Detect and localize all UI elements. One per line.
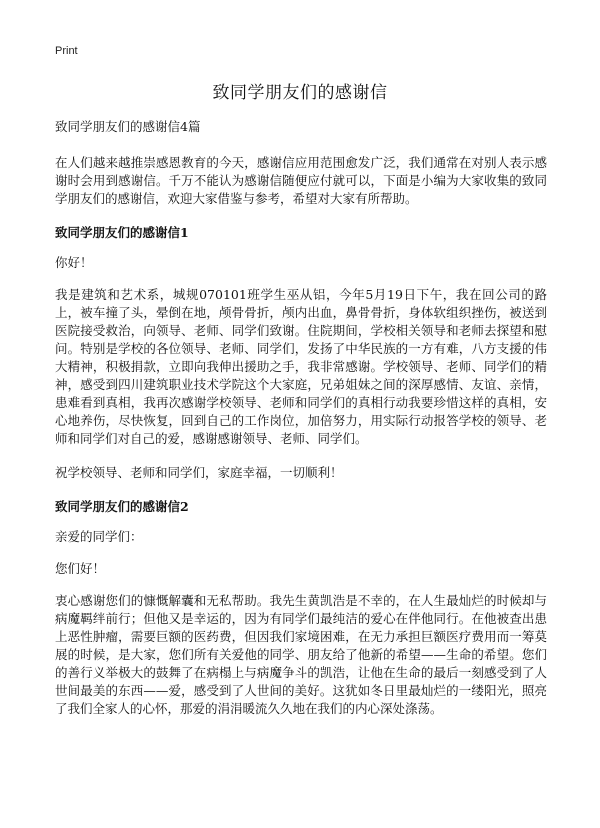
section-1-closing: 祝学校领导、老师和同学们，家庭幸福，一切顺利！: [55, 465, 343, 480]
intro-paragraph: 在人们越来越推崇感恩教育的今天，感谢信应用范围愈发广泛，我们通常在对别人表示感谢时会用到感谢信。千万不能认为感谢信随便应付就可以，下面是小编为大家收集的致同学朋友们的感谢信，欢迎大家借鉴与参考，希望对大家有所帮助。: [55, 155, 547, 206]
section-2-body: 衷心感谢您们的慷慨解囊和无私帮助。我先生黄凯浩是不幸的，在人生最灿烂的时候却与病魔羁绊前行；但他又是幸运的，因为有同学们最纯洁的爱心在伴他同行。在他被查出患上恶性肿瘤，需要巨额的医药费，但因我们家境困难，在无力承担巨额医疗费用而一筹莫展的时候，是大家，您们所有关爱他的同学、朋友给了他新的希望——生命的希望。您们的善行义举极大的鼓舞了在病榻上与病魔争斗的凯浩，让他在生命的最后一刻感受到了人世间最美的东西——爱，感受到了人世间的美好。这犹如冬日里最灿烂的一缕阳光，照亮了我们全家人的心怀，那爱的涓涓暖流久久地在我们的内心深处涤荡。: [55, 593, 547, 716]
section-2-salutation: 亲爱的同学们：: [55, 529, 143, 544]
section-2-heading: 致同学朋友们的感谢信2: [55, 499, 189, 514]
section-2-greeting: 您们好！: [55, 561, 106, 576]
section-1-heading: 致同学朋友们的感谢信1: [55, 225, 189, 240]
print-link[interactable]: Print: [55, 45, 78, 57]
section-1-greeting: 你好！: [55, 255, 93, 270]
page-title: 致同学朋友们的感谢信: [212, 83, 388, 103]
document-subtitle: 致同学朋友们的感谢信4篇: [55, 119, 201, 134]
section-1-body: 我是建筑和艺术系，城规070101班学生巫从铝，今年5月19日下午，我在回公司的路上，被车撞了头，晕倒在地，颅骨骨折，颅内出血，鼻骨骨折，身体软组织挫伤，被送到医院接受救治，向领导、老师、同学们致谢。住院期间，学校相关领导和老师去探望和慰问。特别是学校的各位领导、老师、同学们，发扬了中华民族的一方有难，八方支援的伟大精神，积极捐款，立即向我伸出援助之手，我非常感谢。学校领导、老师、同学们的精神，感受到四川建筑职业技术学院这个大家庭，兄弟姐妹之间的深厚感情、友谊、亲情，患难看到真相，我再次感谢学校领导、老师和同学们的真相行动我要珍惜这样的真相，安心地养伤，尽快恢复，回到自己的工作岗位，加倍努力，用实际行动报答学校的领导、老师和同学们对自己的爱，感谢感谢领导、老师、同学们。: [55, 287, 547, 446]
document-body: [55, 118, 547, 734]
